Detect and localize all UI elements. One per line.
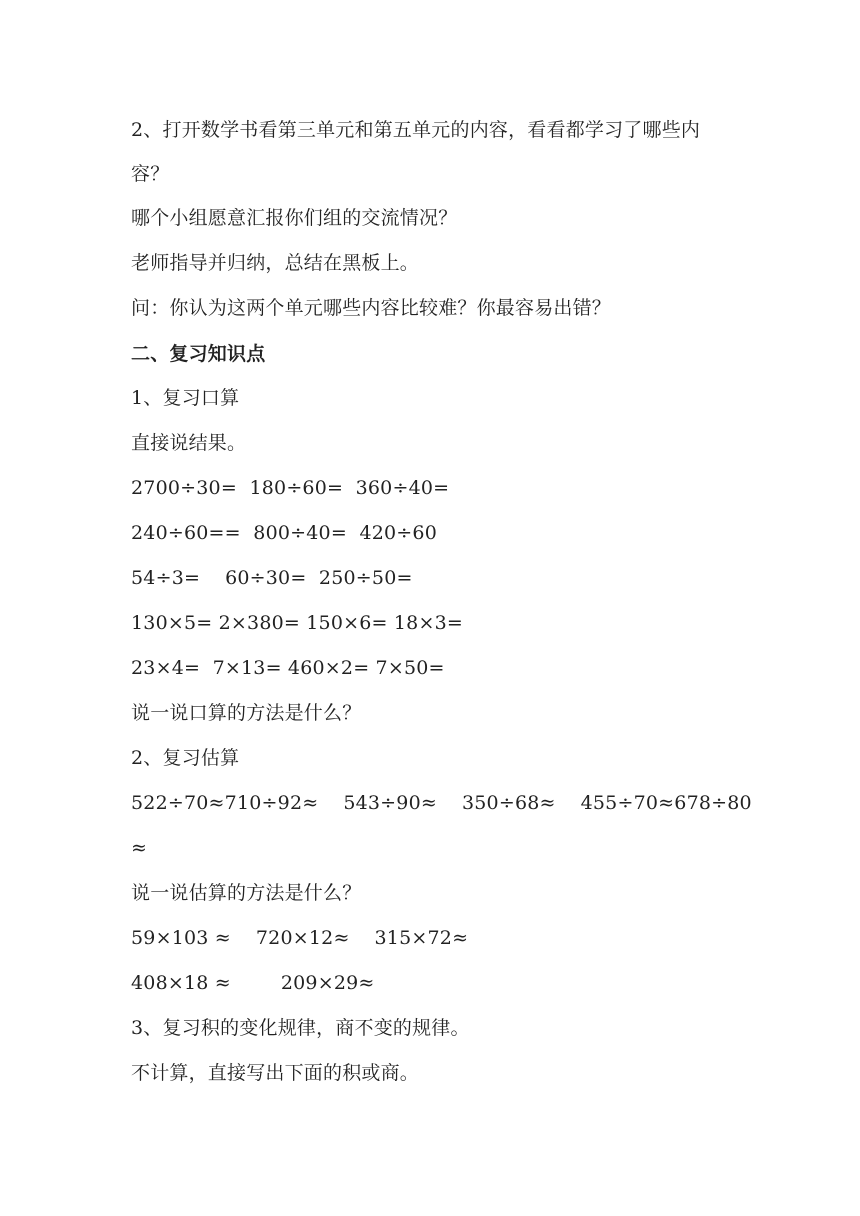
paragraph-line: 说一说口算的方法是什么？ xyxy=(131,702,362,724)
math-line: 59×103 ≈ 720×12≈ 315×72≈ xyxy=(131,927,469,949)
math-line: 2700÷30= 180÷60= 360÷40= xyxy=(131,477,450,499)
math-line: 130×5= 2×380= 150×6= 18×3= xyxy=(131,612,464,634)
math-line: 408×18 ≈ 209×29≈ xyxy=(131,972,375,994)
paragraph-line: 直接说结果。 xyxy=(131,432,247,454)
math-line: 54÷3= 60÷30= 250÷50= xyxy=(131,567,413,589)
math-line: 23×4= 7×13= 460×2= 7×50= xyxy=(131,657,445,679)
subsection-heading: 2、复习估算 xyxy=(131,747,240,769)
paragraph-line: 问：你认为这两个单元哪些内容比较难？你最容易出错？ xyxy=(131,297,612,319)
paragraph-line: 容？ xyxy=(131,163,170,185)
subsection-heading: 3、复习积的变化规律，商不变的规律。 xyxy=(131,1017,470,1039)
paragraph-line: 老师指导并归纳，总结在黑板上。 xyxy=(131,252,420,274)
math-line: ≈ xyxy=(131,837,148,859)
math-line: 522÷70≈710÷92≈ 543÷90≈ 350÷68≈ 455÷70≈678÷80 xyxy=(131,792,752,814)
section-heading: 二、复习知识点 xyxy=(131,343,266,365)
paragraph-line: 说一说估算的方法是什么？ xyxy=(131,882,362,904)
math-line: 240÷60== 800÷40= 420÷60 xyxy=(131,522,438,544)
subsection-heading: 1、复习口算 xyxy=(131,387,240,409)
paragraph-line: 不计算，直接写出下面的积或商。 xyxy=(131,1062,420,1084)
paragraph-line: 2、打开数学书看第三单元和第五单元的内容，看看都学习了哪些内 xyxy=(131,119,701,141)
paragraph-line: 哪个小组愿意汇报你们组的交流情况？ xyxy=(131,207,458,229)
